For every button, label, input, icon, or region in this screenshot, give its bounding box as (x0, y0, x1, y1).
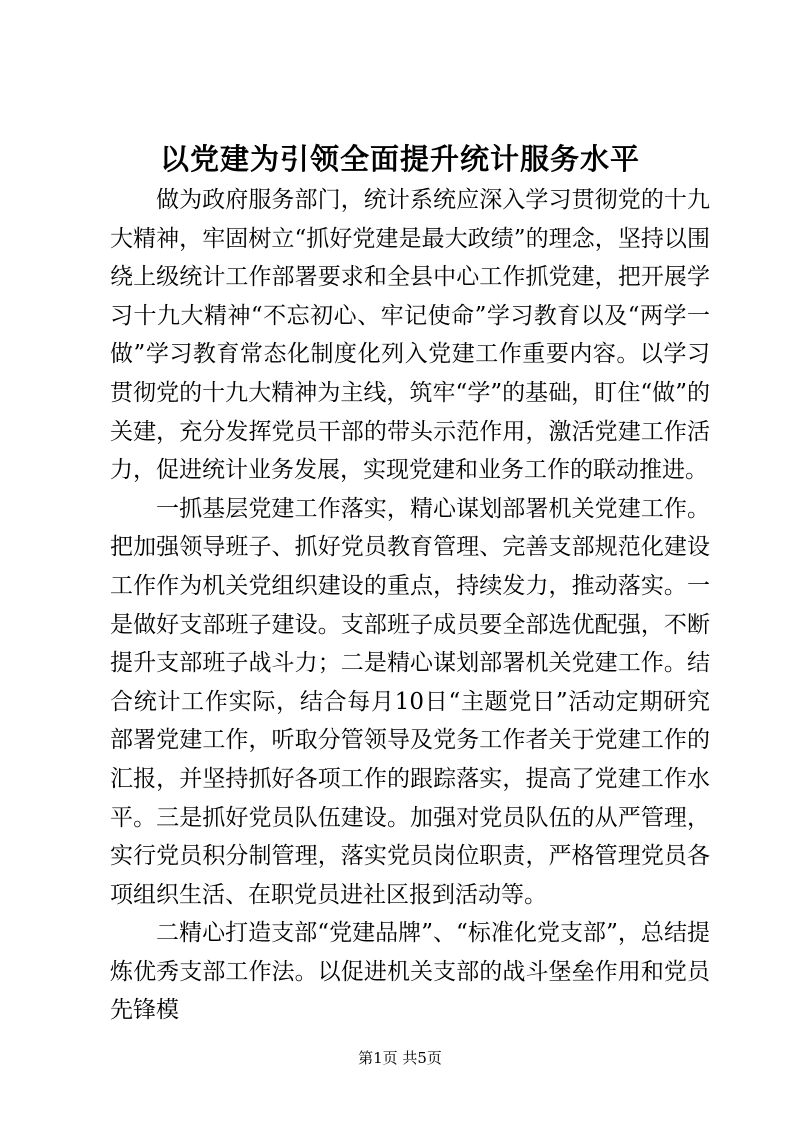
paragraph-first-point: 一抓基层党建工作落实，精心谋划部署机关党建工作。把加强领导班子、抓好党员教育管理、完善支部规范化建设工作作为机关党组织建设的重点，持续发力，推动落实。一是做好支部班子建设。支部班子成员要全部选优配强，不断提升支部班子战斗力；二是精心谋划部署机关党建工作。结合统计工作实际，结合每月10日“主题党日”活动定期研究部署党建工作，听取分管领导及党务工作者关于党建工作的汇报，并坚持抓好各项工作的跟踪落实，提高了党建工作水平。三是抓好党员队伍建设。加强对党员队伍的从严管理，实行党员积分制管理，落实党员岗位职责，严格管理党员各项组织生活、在职党员进社区报到活动等。 (110, 495, 710, 908)
document-body (110, 181, 710, 1030)
paragraph-intro: 做为政府服务部门，统计系统应深入学习贯彻党的十九大精神，牢固树立“抓好党建是最大政绩”的理念，坚持以围绕上级统计工作部署要求和全县中心工作抓党建，把开展学习十九大精神“不忘初心、牢记使命”学习教育以及“两学一做”学习教育常态化制度化列入党建工作重要内容。以学习贯彻党的十九大精神为主线，筑牢“学”的基础，盯住“做”的关建，充分发挥党员干部的带头示范作用，激活党建工作活力，促进统计业务发展，实现党建和业务工作的联动推进。 (110, 187, 710, 484)
document-title: 以党建为引领全面提升统计服务水平 (159, 142, 640, 176)
paragraph-second-point: 二精心打造支部“党建品牌”、“标准化党支部”，总结提炼优秀支部工作法。以促进机关支部的战斗堡垒作用和党员先锋模 (110, 920, 710, 1024)
page-number-footer: 第1页 共5页 (358, 1049, 442, 1067)
